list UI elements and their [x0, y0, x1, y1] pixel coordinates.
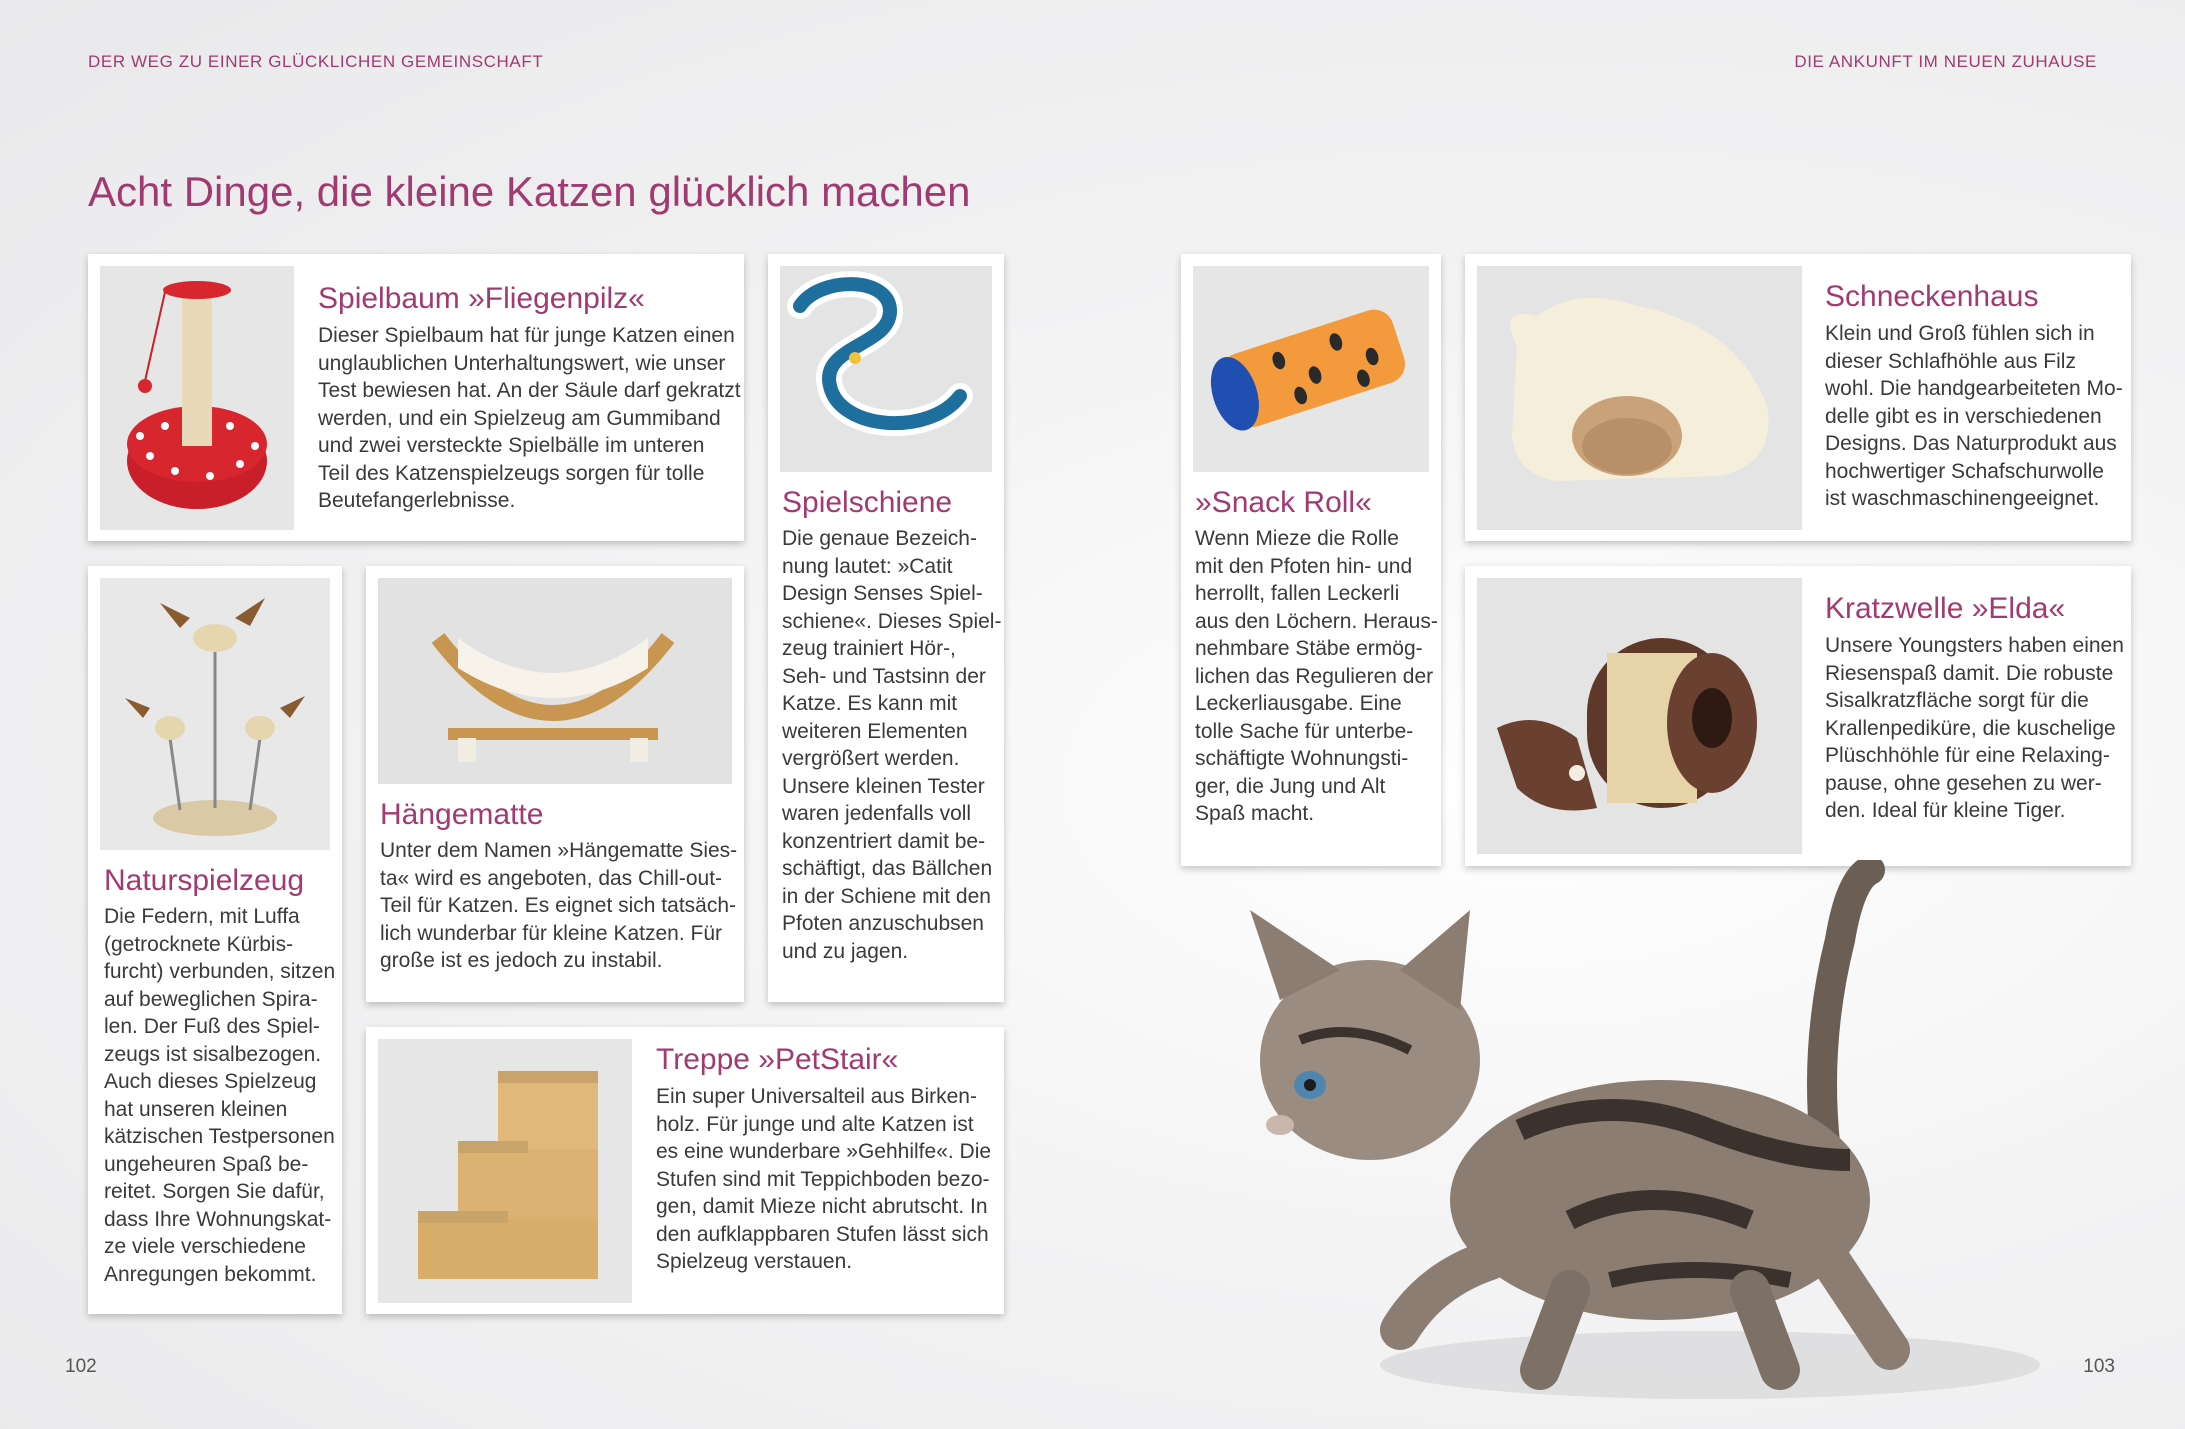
spielschiene-text: Die genaue Bezeich- nung lautet: »Catit Design Senses Spiel- schiene«. Dieses Spiel- zeug trainiert Hör-, Seh- und Tastsinn der Katze. Es kann mit weiteren Elementen vergrößert werden. Unsere kleinen Tester waren jedenfalls voll konzentriert damit be- schäftigt, das Bällchen in der Schiene mit den Pfoten anzuschubsen und zu jagen.	[782, 527, 1002, 963]
running-head-right: DIE ANKUNFT IM NEUEN ZUHAUSE	[1794, 52, 2097, 71]
card-spielschiene	[768, 254, 1004, 1002]
photo-haengematte	[378, 578, 732, 784]
running-head-left: DER WEG ZU EINER GLÜCKLICHEN GEMEINSCHAFT	[88, 52, 544, 71]
card-kratzwelle	[1465, 566, 2131, 866]
card-schneckenhaus	[1465, 254, 2131, 541]
schneckenhaus-title: Schneckenhaus	[1825, 280, 2039, 313]
photo-treppe	[378, 1039, 632, 1303]
card-spielbaum	[88, 254, 744, 541]
card-treppe	[366, 1027, 1004, 1314]
photo-naturspielzeug	[100, 578, 330, 850]
photo-spielschiene	[780, 266, 992, 472]
kitten-photo	[1190, 860, 2150, 1420]
treppe-title: Treppe »PetStair«	[656, 1043, 899, 1076]
naturspielzeug-text: Die Federn, mit Luffa (getrocknete Kürbis- furcht) verbunden, sitzen auf beweglichen Spira- len. Der Fuß des Spiel- zeugs ist sisalbezogen. Auch dieses Spielzeug hat unseren kleinen kätzischen Testpersonen ungeheuren Spaß be- reitet. Sorgen Sie dafür, dass Ihre Wohnungskat- ze viele verschiedene Anregungen bekommt.	[104, 905, 336, 1286]
naturspielzeug-title: Naturspielzeug	[104, 864, 305, 897]
spielbaum-title: Spielbaum »Fliegenpilz«	[318, 282, 645, 315]
kratzwelle-title: Kratzwelle »Elda«	[1825, 592, 2066, 625]
schneckenhaus-text: Klein und Groß fühlen sich in dieser Schlafhöhle aus Filz wohl. Die handgearbeiteten Mo- delle gibt es in verschiedenen Designs. Das Naturprodukt aus hochwertiger Schafschurwolle ist waschmaschinengeeignet.	[1825, 322, 2123, 510]
page-title: Acht Dinge, die kleine Katzen glücklich machen	[88, 168, 971, 215]
page-number-right: 103	[2083, 1356, 2115, 1377]
photo-spielbaum	[100, 266, 294, 530]
spielbaum-text: Dieser Spielbaum hat für junge Katzen einen unglaublichen Unterhaltungswert, wie unser Test bewiesen hat. An der Säule darf gekratzt werden, und ein Spielzeug am Gummiband und zwei versteckte Spielbälle im unteren Teil des Katzenspielzeugs sorgen für tolle Beutefangerlebnisse.	[318, 324, 741, 512]
haengematte-title: Hängematte	[380, 798, 544, 831]
spielschiene-title: Spielschiene	[782, 486, 953, 519]
page-number-left: 102	[65, 1356, 97, 1377]
photo-kratzwelle	[1477, 578, 1802, 854]
haengematte-text: Unter dem Namen »Hängematte Sies- ta« wird es angeboten, das Chill-out- Teil für Katzen. Es eignet sich tatsäch- lich wunderbar für kleine Katzen. Für große ist es jedoch zu instabil.	[380, 839, 738, 972]
kratzwelle-text: Unsere Youngsters haben einen Riesenspaß damit. Die robuste Sisalkratzfläche sorgt für die Krallenpediküre, die kuschelige Plüschhöhle für eine Relaxing- pause, ohne gesehen zu wer- den. Ideal für kleine Tiger.	[1825, 634, 2124, 822]
photo-snackroll	[1193, 266, 1429, 472]
snackroll-title: »Snack Roll«	[1195, 486, 1372, 519]
snackroll-text: Wenn Mieze die Rolle mit den Pfoten hin- und herrollt, fallen Leckerli aus den Löchern. Heraus- nehmbare Stäbe ermög- lichen das Regulieren der Leckerliausgabe. Eine tolle Sache für unterbe- schäftigte Wohnungsti- ger, die Jung und Alt Spaß macht.	[1195, 527, 1438, 825]
treppe-text: Ein super Universalteil aus Birken- holz. Für junge und alte Katzen ist es eine wunderbare »Gehhilfe«. Die Stufen sind mit Teppichboden bezo- gen, damit Mieze nicht abrutscht. In den aufklappbaren Stufen lässt sich Spielzeug verstauen.	[656, 1085, 992, 1273]
card-haengematte	[366, 566, 744, 1002]
card-naturspielzeug	[88, 566, 342, 1314]
card-snackroll	[1181, 254, 1441, 866]
photo-schneckenhaus	[1477, 266, 1802, 530]
